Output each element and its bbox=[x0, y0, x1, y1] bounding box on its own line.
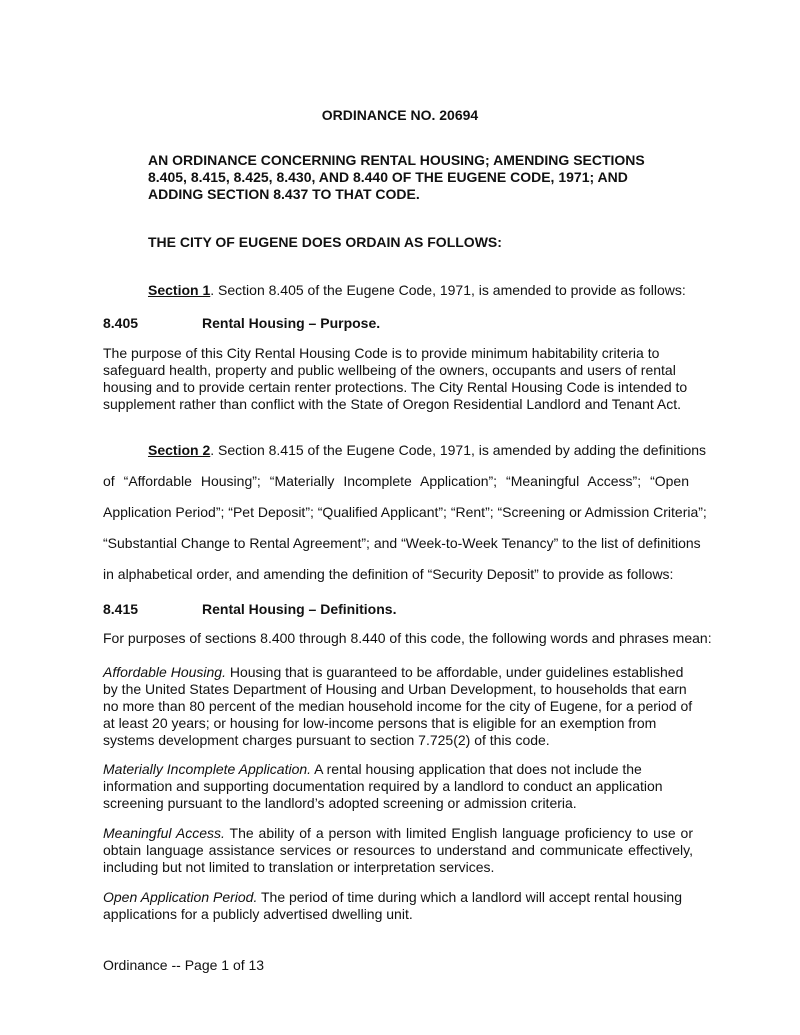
ordinance-intro bbox=[148, 152, 688, 203]
paragraph-line: “Substantial Change to Rental Agreement”; and “Week-to-Week Tenancy” to the list of definitions bbox=[103, 535, 701, 551]
paragraph-line: safeguard health, property and public wellbeing of the owners, occupants and users of rental bbox=[103, 362, 676, 378]
paragraph-line: obtain language assistance services or resources to understand and communicate effectively, bbox=[103, 842, 693, 858]
ordain-statement: THE CITY OF EUGENE DOES ORDAIN AS FOLLOWS: bbox=[148, 234, 502, 250]
definition-open-application-period bbox=[103, 889, 693, 923]
paragraph-line bbox=[103, 435, 707, 466]
definition-term: Open Application Period. bbox=[103, 889, 258, 905]
purpose-paragraph bbox=[103, 345, 693, 413]
paragraph-line: Materially Incomplete Application. A rental housing application that does not include the bbox=[103, 761, 642, 777]
paragraph-line: in alphabetical order, and amending the definition of “Security Deposit” to provide as follows: bbox=[103, 566, 674, 582]
section-1-line bbox=[148, 282, 686, 299]
section-2-paragraph bbox=[103, 435, 707, 590]
section-1-label: Section 1 bbox=[148, 282, 211, 298]
ordinance-title: ORDINANCE NO. 20694 bbox=[321, 107, 479, 123]
heading-number: 8.405 bbox=[103, 315, 139, 331]
intro-line: ADDING SECTION 8.437 TO THAT CODE. bbox=[148, 186, 420, 202]
definition-materially-incomplete-application bbox=[103, 761, 693, 812]
paragraph-line: housing and to provide certain renter protections. The City Rental Housing Code is intended to bbox=[103, 379, 688, 395]
intro-line: 8.405, 8.415, 8.425, 8.430, AND 8.440 OF THE EUGENE CODE, 1971; AND bbox=[148, 169, 628, 185]
intro-line: AN ORDINANCE CONCERNING RENTAL HOUSING; AMENDING SECTIONS bbox=[148, 152, 645, 168]
definition-term: Materially Incomplete Application. bbox=[103, 761, 312, 777]
paragraph-line: Open Application Period. The period of time during which a landlord will accept rental housing bbox=[103, 889, 683, 905]
definition-meaningful-access bbox=[103, 825, 693, 876]
heading-number: 8.415 bbox=[103, 601, 139, 617]
paragraph-line: systems development charges pursuant to section 7.725(2) of this code. bbox=[103, 732, 550, 748]
paragraph-line: Meaningful Access. The ability of a person with limited English language proficiency to use or bbox=[103, 825, 693, 841]
paragraph-line: of “Affordable Housing”; “Materially Incomplete Application”; “Meaningful Access”; “Open bbox=[103, 473, 689, 489]
definition-term: Affordable Housing. bbox=[103, 664, 226, 680]
paragraph-line: supplement rather than conflict with the State of Oregon Residential Landlord and Tenant Act. bbox=[103, 396, 681, 412]
definition-affordable-housing bbox=[103, 664, 693, 749]
paragraph-line: by the United States Department of Housing and Urban Development, to households that earn bbox=[103, 681, 687, 697]
definitions-intro: For purposes of sections 8.400 through 8.440 of this code, the following words and phrases mean: bbox=[103, 630, 712, 646]
heading-title: Rental Housing – Definitions. bbox=[202, 601, 397, 617]
definition-term: Meaningful Access. bbox=[103, 825, 225, 841]
paragraph-line: including but not limited to translation or interpretation services. bbox=[103, 859, 495, 875]
paragraph-line: Application Period”; “Pet Deposit”; “Qualified Applicant”; “Rent”; “Screening or Admission Criteria”; bbox=[103, 504, 707, 520]
paragraph-line: The purpose of this City Rental Housing Code is to provide minimum habitability criteria to bbox=[103, 345, 660, 361]
paragraph-line: Affordable Housing. Housing that is guaranteed to be affordable, under guidelines established bbox=[103, 664, 684, 680]
paragraph-line: no more than 80 percent of the median household income for the city of Eugene, for a period of bbox=[103, 698, 693, 714]
paragraph-line: screening pursuant to the landlord’s adopted screening or admission criteria. bbox=[103, 795, 577, 811]
paragraph-line: at least 20 years; or housing for low-income persons that is eligible for an exemption from bbox=[103, 715, 657, 731]
section-2-text: . Section 8.415 of the Eugene Code, 1971, is amended by adding the definitions bbox=[210, 442, 707, 458]
paragraph-line: information and supporting documentation required by a landlord to conduct an application bbox=[103, 778, 663, 794]
section-2-label: Section 2 bbox=[148, 442, 211, 458]
heading-title: Rental Housing – Purpose. bbox=[202, 315, 381, 331]
paragraph-line: applications for a publicly advertised dwelling unit. bbox=[103, 906, 413, 922]
section-1-text: . Section 8.405 of the Eugene Code, 1971, is amended to provide as follows: bbox=[210, 282, 686, 298]
page-footer: Ordinance -- Page 1 of 13 bbox=[103, 957, 265, 973]
